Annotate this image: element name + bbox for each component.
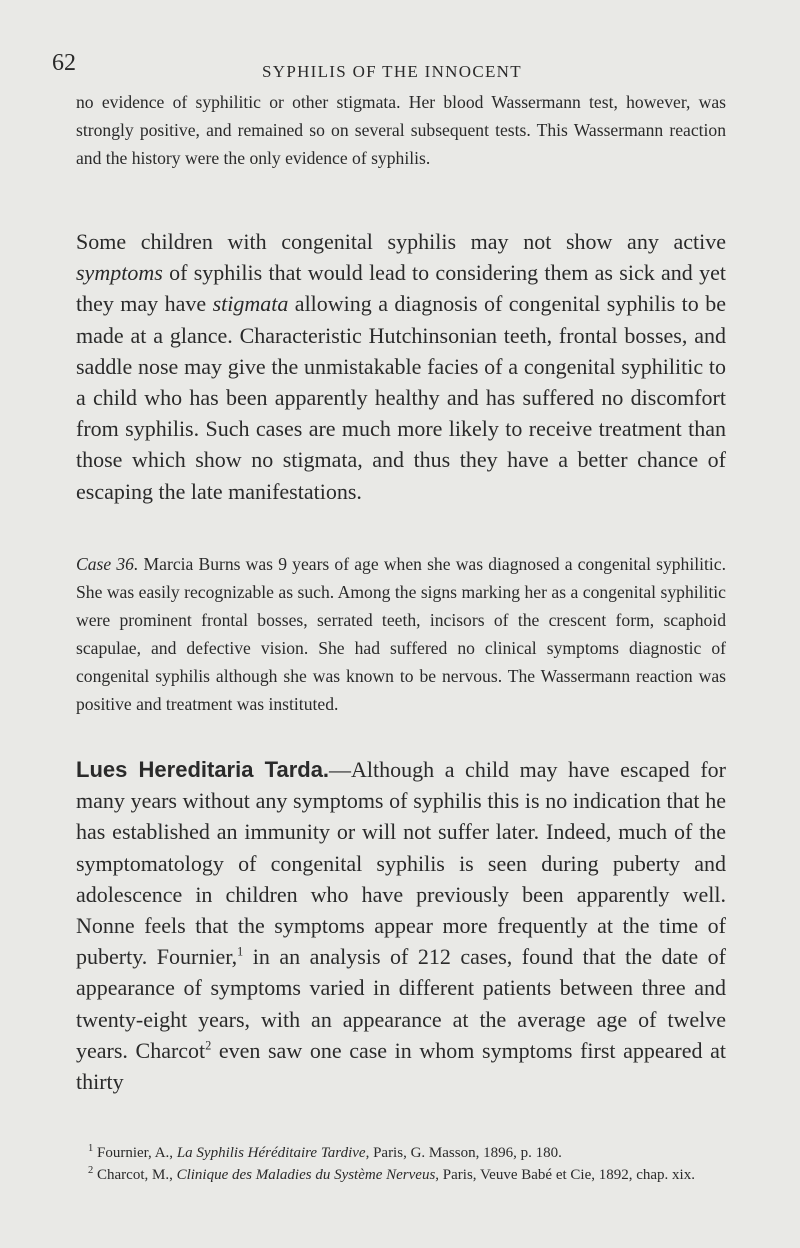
case-36-paragraph: Case 36. Marcia Burns was 9 years of age when she was diagnosed a congenital syphilitic. She was easily recognizable as such. Among the signs marking her as a congenital syphilitic were prominent frontal bosses, serrated teeth, incisors of the crescent form, scaphoid scapulae, and defective vision. She had suffered no clinical symptoms diagnostic of congenital syphilis although she was known to be nervous. The Wassermann reaction was positive and treatment was instituted. [76,554,727,714]
paragraph-lues-hereditaria-tarda: Lues Hereditaria Tarda.—Although a child may have escaped for many years without any symptoms of syphilis this is no indication that he has established an immunity or will not suffer later. Indeed, much of the symptomatology of congenital syphilis is seen during puberty and adolescence in children who have previously been apparently well. Nonne feels that the symptoms appear more frequently at the time of puberty. Fournier,$^1$ in an analysis of 212 cases, found that the date of appearance of symptoms varied in different patients between three and twenty-eight years, with an appearance at the average age of twelve years. Charcot$^2$ even saw one case in whom symptoms first appeared at thirty [76,757,727,1095]
page-number: 62 [52,50,76,76]
case-label: Case 36. [76,554,139,574]
emphasis-stigmata: stigmata [212,291,289,317]
paragraph-stigmata: Some children with congenital syphilis may not show any active symptoms of syphilis that would lead to considering them as sick and yet they may have stigmata allowing a diagnosis of congenital syphilis to be made at a glance. Characteristic Hutchinsonian teeth, frontal bosses, and saddle nose may give the unmistakable facies of a congenital syphilitic to a child who has been apparently healthy and has suffered no discomfort from syphilis. Such cases are much more likely to receive treatment than those which show no stigmata, and thus they have a better chance of escaping the late manifestations. [76,229,726,504]
footnote-2: $^2$ Charcot, M., Clinique des Maladies du Système Nerveus, Paris, Veuve Babé et Cie, 1892, chap. xix. [88,1165,695,1183]
footnote-ref-1: 1 [237,944,244,959]
footnote-ref-2: 2 [205,1038,212,1053]
footnotes [76,1142,726,1186]
paragraph-continuation: no evidence of syphilitic or other stigmata. Her blood Wassermann test, however, was strongly positive, and remained so on several subsequent tests. This Wassermann reaction and the history were the only evidence of syphilis. [76,92,726,168]
emphasis-symptoms: symptoms [76,260,163,286]
section-heading: Lues Hereditaria Tarda. [76,757,330,782]
footnote-1: $^1$ Fournier, A., La Syphilis Héréditaire Tardive, Paris, G. Masson, 1896, p. 180. [88,1143,562,1161]
running-head: SYPHILIS OF THE INNOCENT [262,62,522,81]
